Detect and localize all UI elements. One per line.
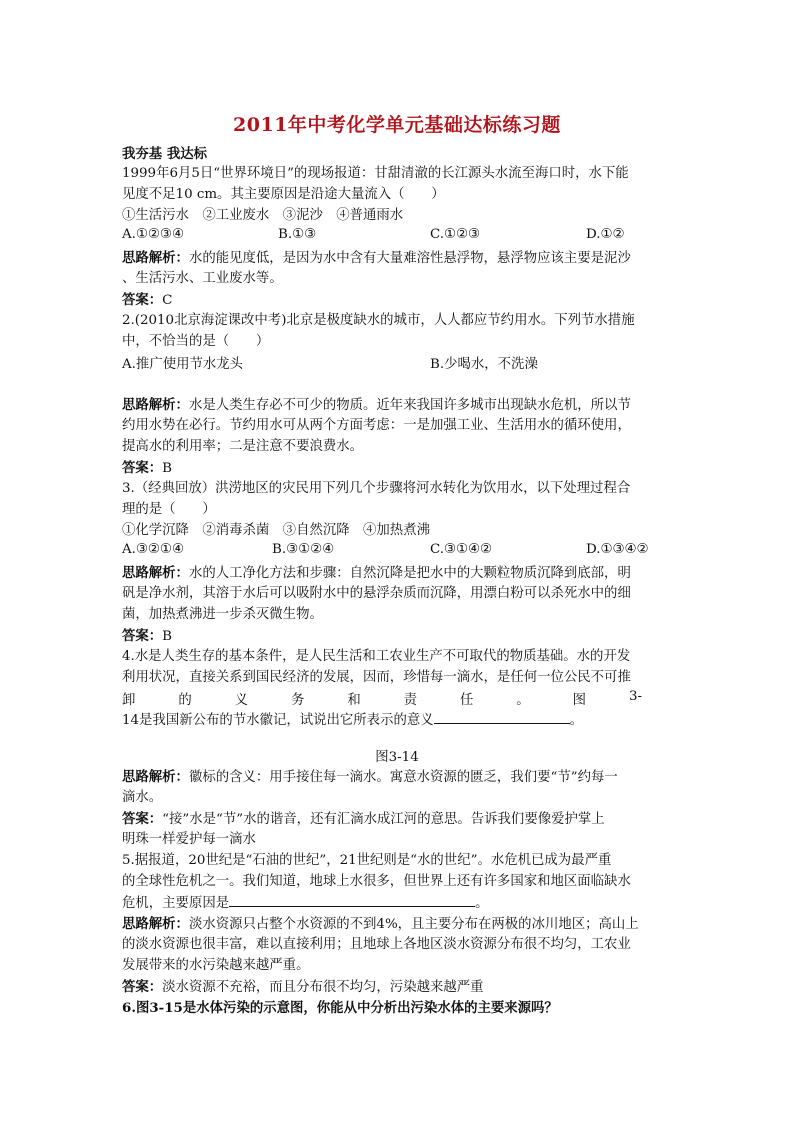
q2-analysis-line2: 约用水势在必行。节约用水可从两个方面考虑：一是加强工业、生活用水的循环使用， — [122, 418, 631, 433]
q2-stem-line1: 2.(2010北京海淀课改中考)北京是极度缺水的城市，人人都应节约用水。下列节水措施 — [122, 313, 635, 328]
q1-stem-line2: 见度不足10 cm。其主要原因是沿途大量流入（ ） — [122, 187, 445, 202]
q2-answer — [122, 458, 172, 479]
q5-analysis-text1: 淡水资源只占整个水资源的不到4%，且主要分布在两极的冰川地区；高山上 — [188, 917, 639, 932]
q2-analysis-line3: 提高水的利用率；二是注意不要浪费水。 — [122, 439, 364, 454]
answer-blank[interactable] — [229, 893, 475, 907]
document-title: 2011年中考化学单元基础达标练习题 — [233, 114, 561, 136]
q4-answer-text1: “接”水是“节”水的谐音，还有汇滴水成江河的意思。告诉我们要像爱护掌上 — [162, 812, 605, 827]
q4-analysis-text1: 徽标的含义：用手接住每一滴水。寓意水资源的匮乏，我们要“节”约每一 — [188, 770, 618, 785]
answer-label: 答案： — [122, 979, 163, 995]
q4-stem4-end: 。 — [569, 713, 584, 728]
q4-word: 和 — [347, 693, 361, 708]
q4-stem-line2: 利用状况，直接关系到国民经济的发展，因而，珍惜每一滴水，是任何一位公民不可推 — [122, 670, 631, 685]
q2-option-a: A.推广使用节水龙头 — [122, 357, 244, 372]
answer-label: 答案： — [122, 628, 163, 644]
q4-answer-line2: 明珠一样爱护每一滴水 — [122, 832, 256, 847]
q4-word: 卸 — [122, 693, 136, 708]
q1-option-d: D.①② — [586, 227, 625, 242]
q4-analysis-line1 — [122, 767, 618, 788]
q4-word: 义 — [234, 693, 249, 708]
q3-stem-line2: 理的是（ ） — [122, 502, 216, 517]
q1-option-b: B.①③ — [278, 227, 317, 242]
q4-answer-line1 — [122, 809, 605, 830]
q4-word: 3- — [628, 689, 642, 704]
q6-stem: 6.图3-15是水体污染的示意图，你能从中分析出污染水体的主要来源吗？ — [122, 1000, 558, 1016]
q2-analysis-line1 — [122, 395, 631, 416]
q4-word: 务 — [290, 693, 305, 708]
q3-items: ①化学沉降 ②消毒杀菌 ③自然沉降 ④加热煮沸 — [122, 523, 430, 538]
q5-stem3-text: 危机，主要原因是 — [122, 896, 230, 911]
q5-analysis-line3: 发展带来的水污染越来越严重。 — [122, 958, 310, 973]
q3-option-a: A.③②①④ — [122, 542, 184, 557]
q1-stem-line1: 1999年6月5日“世界环境日”的现场报道：甘甜清澈的长江源头水流至海口时，水下能 — [122, 166, 629, 181]
q1-answer-value: C — [162, 293, 173, 308]
q5-answer — [122, 977, 484, 998]
q1-analysis-line2: 、生活污水、工业废水等。 — [122, 271, 283, 286]
q5-analysis-line1 — [122, 914, 639, 935]
q5-stem-line3 — [122, 893, 489, 914]
q4-word: 的 — [178, 693, 192, 708]
q3-analysis-line3: 菌，加热煮沸进一步杀灭微生物。 — [122, 607, 323, 622]
q4-word: 。 — [516, 693, 530, 708]
figure-caption: 图3-14 — [375, 750, 419, 765]
analysis-label: 思路解析： — [122, 250, 189, 266]
q1-option-c: C.①②③ — [430, 227, 481, 242]
q1-items: ①生活污水 ②工业废水 ③泥沙 ④普通雨水 — [122, 208, 404, 223]
analysis-label: 思路解析： — [122, 769, 189, 785]
q3-analysis-line2: 矾是净水剂，其溶于水后可以吸附水中的悬浮杂质而沉降，用漂白粉可以杀死水中的细 — [122, 586, 631, 601]
q4-word: 任 — [459, 693, 474, 708]
q1-analysis-text1: 水的能见度低，是因为水中含有大量难溶性悬浮物，悬浮物应该主要是泥沙 — [188, 251, 631, 266]
q5-stem-line2: 的全球性危机之一。我们知道，地球上水很多，但世界上还有许多国家和地区面临缺水 — [122, 874, 631, 889]
q4-word: 责 — [403, 693, 418, 708]
q5-answer-value: 淡水资源不充裕，而且分布很不均匀，污染越来越严重 — [162, 980, 484, 995]
q4-stem-line4 — [122, 710, 583, 731]
section-heading: 我夯基 我达标 — [122, 146, 208, 162]
q3-option-b: B.③①②④ — [272, 542, 335, 557]
answer-label: 答案： — [122, 811, 163, 827]
q3-analysis-line1 — [122, 563, 631, 584]
q5-stem-line1: 5.据报道，20世纪是“石油的世纪”，21世纪则是“水的世纪”。水危机已成为最严重 — [122, 853, 612, 868]
answer-label: 答案： — [122, 292, 163, 308]
q4-word: 图 — [572, 693, 587, 708]
q1-answer — [122, 290, 172, 311]
q1-analysis-line1 — [122, 248, 631, 269]
analysis-label: 思路解析： — [122, 565, 189, 581]
q4-analysis-line2: 滴水。 — [122, 790, 163, 805]
q5-stem3-end: 。 — [475, 896, 489, 911]
q3-answer — [122, 626, 172, 647]
q3-answer-value: B — [162, 629, 173, 644]
q3-stem-line1: 3.（经典回放）洪涝地区的灾民用下列几个步骤将河水转化为饮用水，以下处理过程合 — [122, 481, 631, 496]
q3-analysis-text1: 水的人工净化方法和步骤：自然沉降是把水中的大颗粒物质沉降到底部，明 — [188, 566, 631, 581]
q2-analysis-text1: 水是人类生存必不可少的物质。近年来我国许多城市出现缺水危机，所以节 — [188, 398, 631, 413]
q3-option-d: D.①③④② — [586, 542, 649, 557]
q3-option-c: C.③①④② — [430, 542, 493, 557]
q1-option-a: A.①②③④ — [122, 227, 184, 242]
q2-option-b: B.少喝水，不洗澡 — [430, 357, 538, 372]
answer-label: 答案： — [122, 460, 163, 476]
q2-answer-value: B — [162, 461, 173, 476]
q5-analysis-line2: 的淡水资源也很丰富，难以直接利用；且地球上各地区淡水资源分布很不均匀，工农业 — [122, 937, 631, 952]
analysis-label: 思路解析： — [122, 397, 189, 413]
analysis-label: 思路解析： — [122, 916, 189, 932]
q4-stem4-text: 14是我国新公布的节水徽记，试说出它所表示的意义 — [122, 713, 434, 728]
q2-stem-line2: 中，不恰当的是（ ） — [122, 334, 270, 349]
q4-stem-line1: 4.水是人类生存的基本条件，是人民生活和工农业生产不可取代的物质基础。水的开发 — [122, 649, 631, 664]
answer-blank[interactable] — [434, 710, 570, 724]
q4-stem-line3 — [122, 689, 642, 708]
